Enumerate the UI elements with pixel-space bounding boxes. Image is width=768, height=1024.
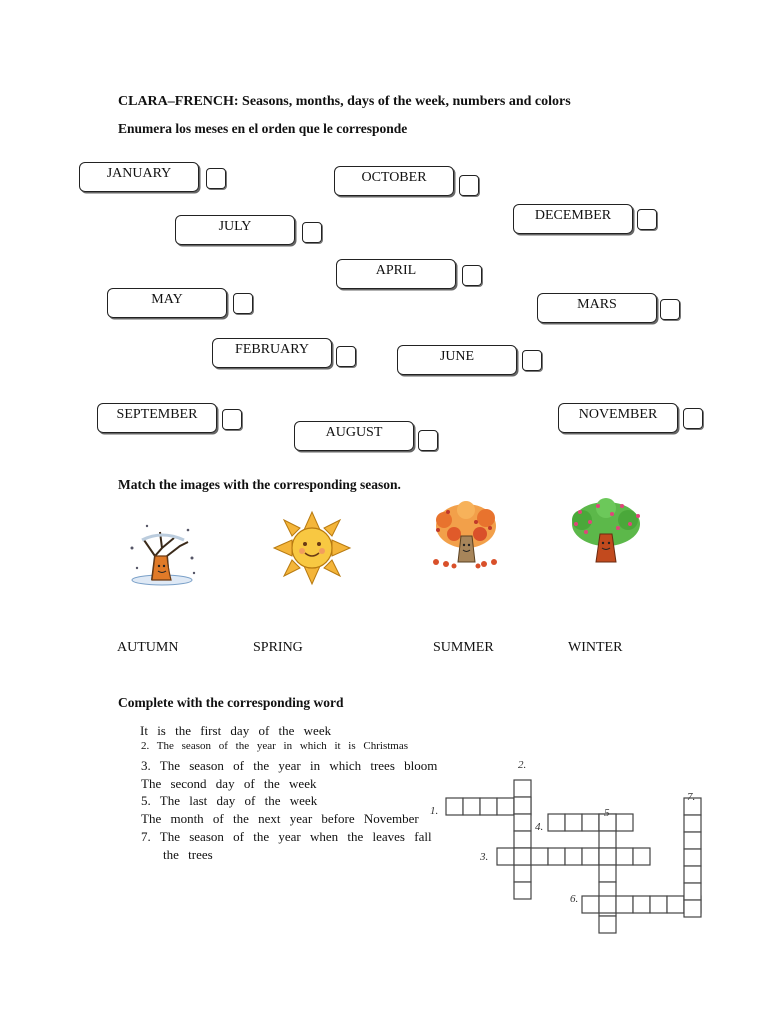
- crossword-cell[interactable]: [565, 814, 582, 831]
- month-card-september: [97, 403, 217, 433]
- winter-tree-icon: [122, 518, 202, 588]
- month-card-november: [558, 403, 678, 433]
- order-checkbox-may[interactable]: [233, 293, 253, 314]
- crossword-cell[interactable]: [497, 848, 514, 865]
- month-card-august: [294, 421, 414, 451]
- order-checkbox-september[interactable]: [222, 409, 242, 430]
- crossword-cell[interactable]: [480, 798, 497, 815]
- clue-2: 2. The season of the year in which it is Christmas: [141, 740, 409, 752]
- month-label: JULY: [218, 219, 252, 234]
- crossword-cell[interactable]: [514, 797, 531, 814]
- clue-7-continued: the trees: [163, 847, 213, 862]
- month-card-april: [336, 259, 456, 289]
- crossword-cell[interactable]: [497, 798, 514, 815]
- month-label: DECEMBER: [534, 208, 612, 223]
- crossword-cell[interactable]: [463, 798, 480, 815]
- season-word-4: WINTER: [568, 640, 623, 655]
- month-card-july: [175, 215, 295, 245]
- order-checkbox-april[interactable]: [462, 265, 482, 286]
- crossword-number-5: 5: [604, 807, 610, 819]
- month-label: NOVEMBER: [578, 407, 658, 422]
- month-card-february: [212, 338, 332, 368]
- order-checkbox-mars[interactable]: [660, 299, 680, 320]
- crossword-cell[interactable]: [633, 848, 650, 865]
- crossword-cell[interactable]: [531, 848, 548, 865]
- crossword-cell[interactable]: [514, 848, 531, 865]
- order-checkbox-june[interactable]: [522, 350, 542, 371]
- crossword-cell[interactable]: [599, 848, 616, 865]
- crossword-number-4: 4.: [535, 821, 544, 833]
- month-card-mars: [537, 293, 657, 323]
- page-title: CLARA–FRENCH: Seasons, months, days of the week, numbers and colors: [118, 94, 571, 109]
- month-label: JANUARY: [106, 166, 172, 181]
- months-instruction: Enumera los meses en el orden que le corresponde: [118, 121, 408, 136]
- season-word-3: SUMMER: [433, 640, 494, 655]
- order-checkbox-february[interactable]: [336, 346, 356, 367]
- month-label: SEPTEMBER: [116, 407, 198, 422]
- order-checkbox-january[interactable]: [206, 168, 226, 189]
- clue-3: 3. The season of the year in which trees bloom: [141, 758, 438, 773]
- month-card-october: [334, 166, 454, 196]
- month-label: MARS: [577, 297, 617, 312]
- crossword-cell[interactable]: [514, 882, 531, 899]
- crossword-number-3: 3.: [480, 851, 489, 863]
- order-checkbox-august[interactable]: [418, 430, 438, 451]
- month-card-june: [397, 345, 517, 375]
- order-checkbox-october[interactable]: [459, 175, 479, 196]
- month-label: APRIL: [375, 263, 417, 278]
- match-heading: Match the images with the corresponding season.: [118, 477, 401, 492]
- crossword-cell[interactable]: [599, 831, 616, 848]
- clue-7: 7. The season of the year when the leaves fall: [141, 829, 432, 844]
- crossword-cell[interactable]: [548, 848, 565, 865]
- crossword-cell[interactable]: [684, 900, 701, 917]
- crossword-cell[interactable]: [599, 865, 616, 882]
- season-word-2: SPRING: [253, 640, 303, 655]
- order-checkbox-december[interactable]: [637, 209, 657, 230]
- flowering-tree-icon: [568, 498, 644, 570]
- season-word-1: AUTUMN: [117, 640, 179, 655]
- month-label: MAY: [151, 292, 183, 307]
- order-checkbox-july[interactable]: [302, 222, 322, 243]
- complete-heading: Complete with the corresponding word: [118, 695, 344, 710]
- month-card-december: [513, 204, 633, 234]
- order-checkbox-november[interactable]: [683, 408, 703, 429]
- autumn-tree-icon: [428, 500, 504, 572]
- crossword-cell[interactable]: [616, 848, 633, 865]
- crossword-cell[interactable]: [514, 780, 531, 797]
- crossword-cell[interactable]: [514, 814, 531, 831]
- crossword-number-6: 6.: [570, 893, 579, 905]
- crossword-number-2: 2.: [518, 759, 527, 771]
- crossword-cell[interactable]: [616, 896, 633, 913]
- month-label: OCTOBER: [361, 170, 427, 185]
- crossword-cell[interactable]: [565, 848, 582, 865]
- crossword-cell[interactable]: [684, 832, 701, 849]
- month-label: JUNE: [439, 349, 475, 364]
- month-label: FEBRUARY: [235, 342, 309, 357]
- month-label: AUGUST: [325, 425, 383, 440]
- clue-6: The month of the next year before November: [141, 811, 419, 826]
- crossword-cell[interactable]: [633, 896, 650, 913]
- crossword-cell[interactable]: [446, 798, 463, 815]
- crossword-cell[interactable]: [582, 896, 599, 913]
- crossword-cell[interactable]: [514, 831, 531, 848]
- crossword-cell[interactable]: [548, 814, 565, 831]
- crossword-cell[interactable]: [684, 815, 701, 832]
- crossword-cell[interactable]: [650, 896, 667, 913]
- month-card-january: [79, 162, 199, 192]
- crossword-cell[interactable]: [582, 814, 599, 831]
- month-card-may: [107, 288, 227, 318]
- clue-4: The second day of the week: [141, 776, 317, 791]
- sun-icon: [272, 510, 352, 586]
- crossword-cell[interactable]: [599, 916, 616, 933]
- crossword-number-7: 7.: [687, 791, 696, 803]
- clue-5: 5. The last day of the week: [141, 793, 318, 808]
- crossword-cell[interactable]: [599, 896, 616, 913]
- crossword-cell[interactable]: [582, 848, 599, 865]
- crossword-cell[interactable]: [684, 866, 701, 883]
- clue-1: It is the first day of the week: [140, 723, 332, 738]
- crossword-cell[interactable]: [616, 814, 633, 831]
- crossword-cell[interactable]: [667, 896, 684, 913]
- crossword-cell[interactable]: [514, 865, 531, 882]
- crossword-cell[interactable]: [684, 883, 701, 900]
- crossword-number-1: 1.: [430, 805, 439, 817]
- crossword-grid: [420, 750, 720, 955]
- crossword-cell[interactable]: [684, 849, 701, 866]
